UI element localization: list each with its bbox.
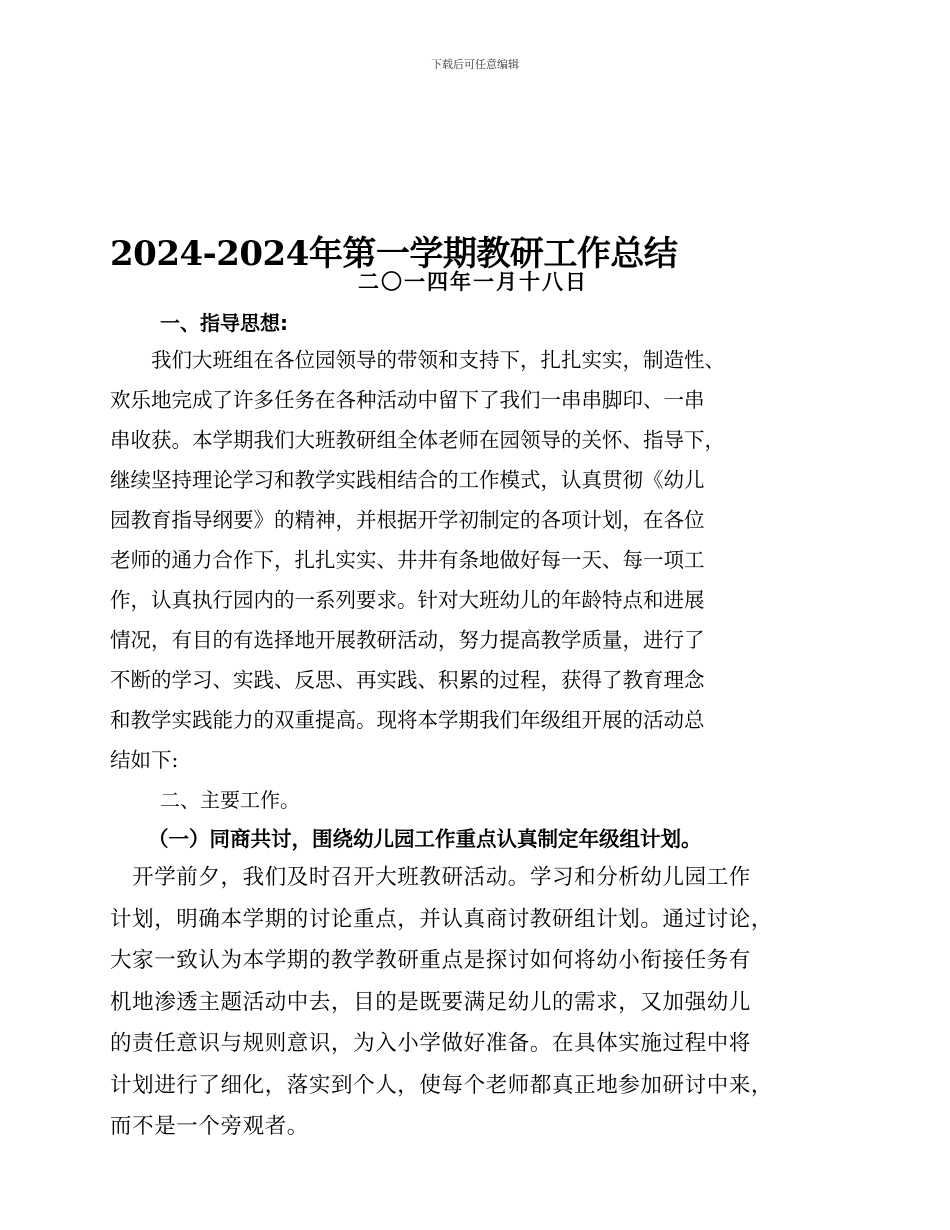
header-note: 下载后可任意编辑 (431, 58, 519, 71)
paragraph-line: 开学前夕，我们及时召开大班教研活动。学习和分析幼儿园工作 (110, 865, 751, 890)
paragraph-line: 机地渗透主题活动中去，目的是既要满足幼儿的需求，又加强幼儿 (110, 989, 751, 1015)
paragraph-line: 和教学实践能力的双重提高。现将本学期我们年级组开展的活动总 (110, 708, 705, 732)
paragraph-line: 情况，有目的有选择地开展教研活动，努力提高教学质量，进行了 (110, 628, 705, 652)
paragraph-line: 欢乐地完成了许多任务在各种活动中留下了我们一串串脚印、一串 (110, 388, 705, 412)
paragraph-line: 串收获。本学期我们大班教研组全体老师在园领导的关怀、指导下， (110, 428, 725, 452)
document-title: 2024-2024年第一学期教研工作总结 (110, 234, 678, 274)
paragraph-line: 计划，明确本学期的讨论重点，并认真商讨教研组计划。通过讨论， (110, 906, 774, 932)
paragraph-line: 继续坚持理论学习和教学实践相结合的工作模式，认真贯彻《幼儿 (110, 468, 705, 492)
subsection-heading-plan: （一）同商共讨，围绕幼儿园工作重点认真制定年级组计划。 (148, 827, 702, 851)
paragraph-guiding-thought (110, 340, 725, 780)
paragraph-line: 作，认真执行园内的一系列要求。针对大班幼儿的年龄特点和进展 (110, 588, 705, 612)
section-heading-guiding-thought: 一、指导思想: (160, 311, 288, 335)
paragraph-plan (110, 857, 773, 1148)
paragraph-line: 我们大班组在各位园领导的带领和支持下，扎扎实实，制造性、 (110, 348, 725, 372)
paragraph-line: 不断的学习、实践、反思、再实践、积累的过程，获得了教育理念 (110, 668, 705, 692)
document-date: 二〇一四年一月十八日 (358, 269, 588, 294)
paragraph-line: 的责任意识与规则意识，为入小学做好准备。在具体实施过程中将 (110, 1031, 751, 1056)
paragraph-line: 老师的通力合作下，扎扎实实、井井有条地做好每一天、每一项工 (110, 548, 705, 572)
paragraph-line: 而不是一个旁观者。 (110, 1114, 309, 1139)
paragraph-line: 计划进行了细化，落实到个人，使每个老师都真正地参加研讨中来， (110, 1072, 774, 1098)
paragraph-line: 结如下: (110, 748, 179, 772)
section-heading-main-work: 二、主要工作。 (160, 788, 300, 812)
paragraph-line: 大家一致认为本学期的教学教研重点是探讨如何将幼小衔接任务有 (110, 948, 751, 973)
paragraph-line: 园教育指导纲要》的精神，并根据开学初制定的各项计划，在各位 (110, 508, 705, 532)
